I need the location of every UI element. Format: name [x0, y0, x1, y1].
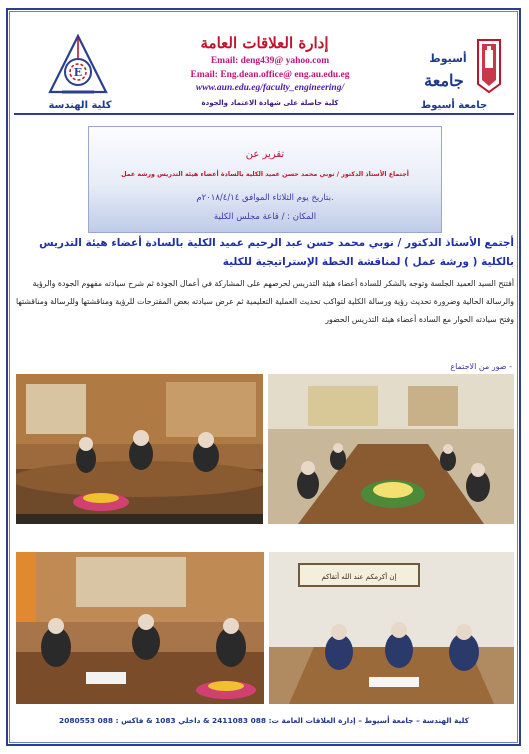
article-body: أفتتح السيد العميد الجلسة وتوجه بالشكر للسادة أعضاء هيئة التدريس لحرصهم على المشاركة في أعمال الجودة ثم شرح سيادته مفهوم الجودة والرؤية والرسالة الحالية وضرورة تحديث رؤية ورسالة الكلية لتواكب تحديث العملية التعليمية ثم عرض سيادته بعض المقترحات للرؤية ومناقشتها وللرسالة ومناقشتها وفتح سيادته الحوار مع السادة أعضاء هيئة التدريس الحضور	[16, 279, 514, 324]
photos-caption: - صور من الاجتماع	[450, 362, 512, 371]
footer-contact: كلية الهندسة – جامعة أسيوط – إدارة العلاقات العامة ت: 088 2411083 & داخلي 1083 & فاكس : 088 2080553	[59, 716, 469, 725]
logo-wordmark: أسيوط	[429, 52, 467, 65]
article-headline: أجتمع الأستاذ الدكتور / نوبي محمد حسن عبد الرحيم عميد الكلية بالسادة أعضاء هيئة التدريس بالكلية ( ورشة عمل ) لمناقشة الخطة الإستراتيجية للكلية	[39, 237, 514, 268]
website-link[interactable]: www.aun.edu.eg/faculty_engineering/	[195, 83, 345, 93]
email-dean-office[interactable]: Email: Eng.dean.office@ eng.au.edu.eg	[190, 70, 350, 80]
faculty-label: كلية الهندسة	[48, 100, 112, 111]
accreditation-tagline: كلية حاصلة على شهادة الاعتماد والجودة	[201, 99, 339, 107]
report-date: بتاريخ يوم الثلاثاء الموافق ٢٠١٨/٤/١٤م.	[196, 193, 334, 203]
department-title: إدارة العلاقات العامة	[200, 34, 329, 52]
report-heading: تقرير عن	[245, 149, 285, 160]
meeting-photo-4	[269, 552, 514, 704]
logo-script: جامعة	[424, 71, 464, 90]
wall-banner-text: إن أكرمكم عند الله أتقاكم	[321, 573, 397, 581]
meeting-photo-1	[16, 374, 263, 524]
report-subject: أجتماع الأستاذ الدكتور / نوبي محمد حسن عميد الكلية بالسادة أعضاء هيئة التدريس ورشة عمل	[121, 171, 409, 178]
meeting-photo-3	[16, 552, 264, 704]
report-summary-box	[88, 126, 442, 233]
meeting-photo-2	[268, 374, 514, 524]
svg-text:E: E	[73, 66, 83, 79]
university-label: جامعة أسيوط	[420, 100, 488, 111]
header-divider	[14, 113, 514, 115]
email-yahoo[interactable]: Email: deng439@ yahoo.com	[210, 56, 330, 66]
report-location: المكان : / قاعة مجلس الكلية	[213, 212, 317, 222]
